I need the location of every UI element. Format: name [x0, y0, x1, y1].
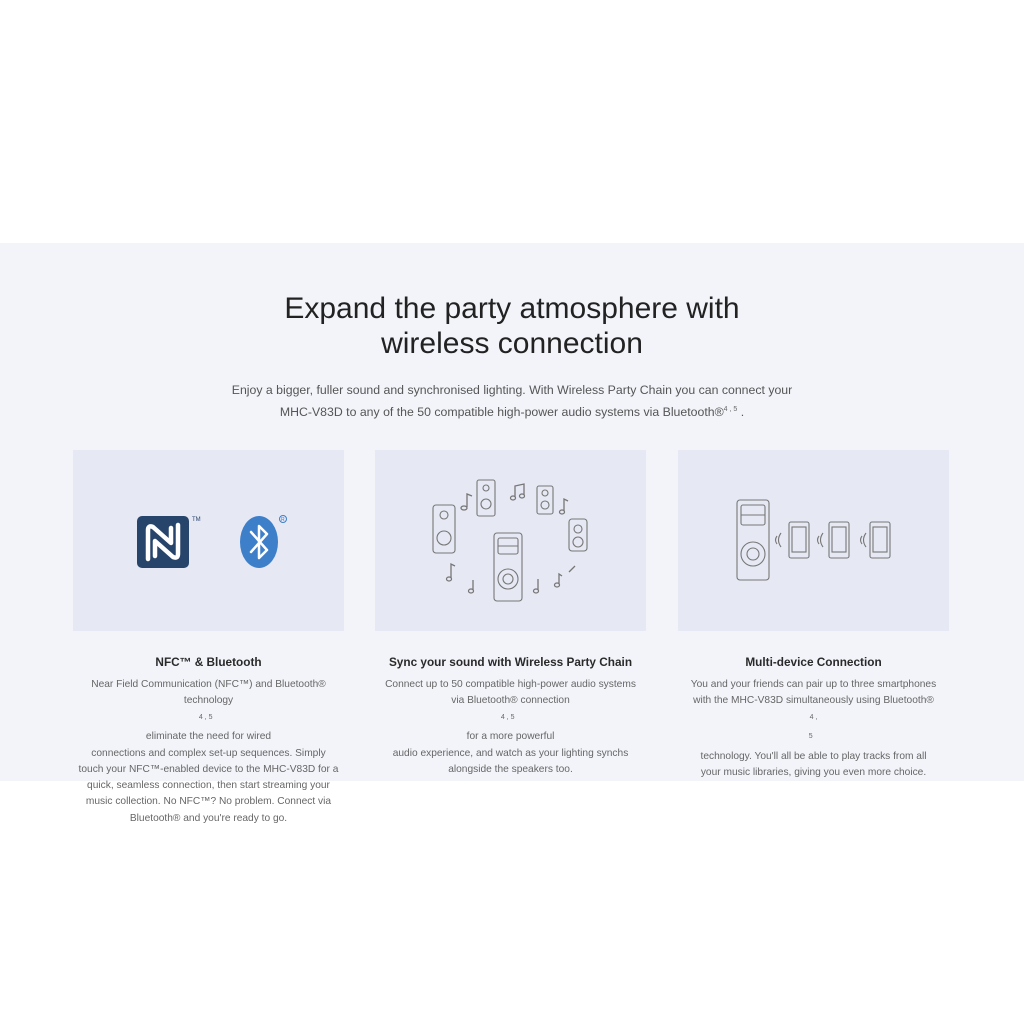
wireless-connection-section [0, 243, 1024, 824]
speaker-icon [537, 486, 553, 514]
speaker-icon [737, 500, 769, 580]
nfc-bluetooth-image [73, 450, 344, 631]
speaker-icon [569, 519, 587, 551]
smartphone-icon [829, 522, 849, 558]
svg-text:TM: TM [192, 517, 201, 523]
card-desc-party-chain: Connect up to 50 compatible high-power audio systems via Bluetooth® connection $^{4 , 5}$ for a more powerful audio experience, and watch as your lighting synchs alongside the speakers too. [385, 679, 636, 775]
party-chain-image [375, 450, 646, 631]
card-title-multi-device: Multi-device Connection [745, 655, 882, 669]
intro-line-2: MHC-V83D to any of the 50 compatible high-power audio systems via Bluetooth® [279, 405, 724, 420]
card-title-party-chain: Sync your sound with Wireless Party Chain [388, 655, 633, 669]
smartphone-icon [789, 522, 809, 558]
footnote-ref[interactable]: 4 , 5 [198, 713, 213, 721]
speaker-icon [477, 480, 495, 516]
card-title-nfc: NFC™ & Bluetooth [155, 655, 262, 669]
footnote-ref[interactable]: 4 , [809, 713, 818, 721]
card-desc-nfc: Near Field Communication (NFC™) and Bluetooth® technology $^{4 , 5}$ eliminate the need for wired connections and complex set-up sequences. Simply touch your NFC™-enabled device to the MHC-V83D for a quick, seamless connection, then start streaming your music collection. No NFC™? No problem. Connect via Bluetooth® and you're ready to go. [78, 679, 339, 824]
speaker-icon [433, 505, 455, 553]
bluetooth-logo [240, 516, 287, 569]
section-heading: Expand the party atmosphere with wireless connection [284, 292, 740, 360]
speaker-icon [494, 533, 522, 601]
footnote-ref[interactable]: 4 , 5 [500, 713, 515, 721]
footnote-ref[interactable]: 5 [808, 733, 813, 741]
card-desc-multi-device: You and your friends can pair up to three smartphones with the MHC-V83D simultaneously using Bluetooth® $^{4 ,}$ $^5$ technology. You'll all be able to play tracks from all your music libraries, giving you even more choice. [690, 679, 937, 779]
multi-device-image [678, 450, 949, 631]
nfc-logo [137, 516, 201, 568]
svg-text:R: R [281, 517, 285, 523]
intro-line-1: Enjoy a bigger, fuller sound and synchronised lighting. With Wireless Party Chain you can connect your [231, 383, 793, 397]
smartphone-icon [870, 522, 890, 558]
footnote-ref[interactable]: 4 , 5 [723, 406, 738, 413]
section-intro: Enjoy a bigger, fuller sound and synchronised lighting. With Wireless Party Chain you can connect your MHC-V83D to any of the 50 compatible high-power audio systems via Bluetooth®$^{4 , 5}$ . [231, 383, 793, 420]
